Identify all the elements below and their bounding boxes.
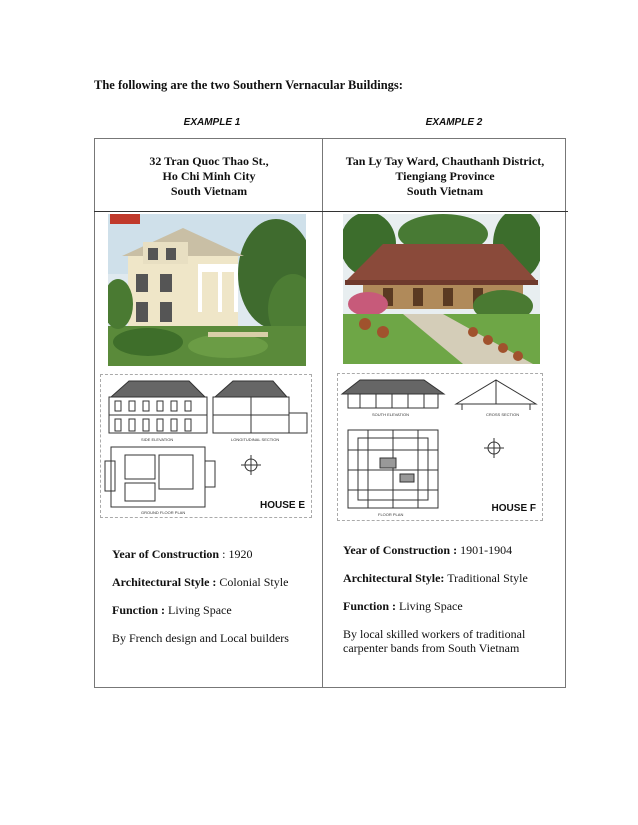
house-f-tag: HOUSE F xyxy=(491,503,536,514)
example-2-address: Tan Ly Tay Ward, Chauthanh District, Tiengiang Province South Vietnam xyxy=(345,154,545,198)
house-e-tag: HOUSE E xyxy=(259,500,305,511)
intro-heading: The following are the two Southern Vernacular Buildings: xyxy=(94,78,403,92)
example-2-label: EXAMPLE 2 xyxy=(425,117,483,128)
example-2-photo xyxy=(343,214,540,364)
svg-text:GROUND FLOOR PLAN: GROUND FLOOR PLAN xyxy=(141,510,186,515)
svg-text:FLOOR PLAN: FLOOR PLAN xyxy=(378,512,404,517)
style-value: Colonial Style xyxy=(216,575,289,589)
year-value: 1901-1904 xyxy=(457,543,513,557)
function-label: Function : xyxy=(112,603,166,617)
style-label: Architectural Style : xyxy=(112,575,217,589)
example-2-drawings xyxy=(337,373,543,521)
example-1-label: EXAMPLE 1 xyxy=(183,117,241,128)
builder-note: By local skilled workers of traditional carpenter bands from South Vietnam xyxy=(343,627,526,655)
example-1-drawings xyxy=(100,374,312,518)
example-2-info xyxy=(343,543,561,669)
example-1-info xyxy=(112,547,312,659)
example-1-address: 32 Tran Quoc Thao St., Ho Chi Minh City South Vietnam xyxy=(149,154,269,198)
function-value: Living Space xyxy=(165,603,232,617)
column-divider xyxy=(322,138,323,688)
svg-text:SOUTH ELEVATION: SOUTH ELEVATION xyxy=(372,412,409,417)
header-divider xyxy=(94,211,568,212)
year-value: : 1920 xyxy=(219,547,253,561)
function-value: Living Space xyxy=(396,599,463,613)
style-label: Architectural Style: xyxy=(343,571,445,585)
svg-text:SIDE ELEVATION: SIDE ELEVATION xyxy=(141,437,174,442)
year-label: Year of Construction xyxy=(112,547,220,561)
svg-text:CROSS SECTION: CROSS SECTION xyxy=(486,412,520,417)
year-label: Year of Construction : xyxy=(343,543,458,557)
style-value: Traditional Style xyxy=(444,571,528,585)
svg-text:LONGITUDINAL SECTION: LONGITUDINAL SECTION xyxy=(231,437,280,442)
function-label: Function : xyxy=(343,599,397,613)
example-1-photo xyxy=(108,214,306,366)
builder-note: By French design and Local builders xyxy=(112,631,289,645)
